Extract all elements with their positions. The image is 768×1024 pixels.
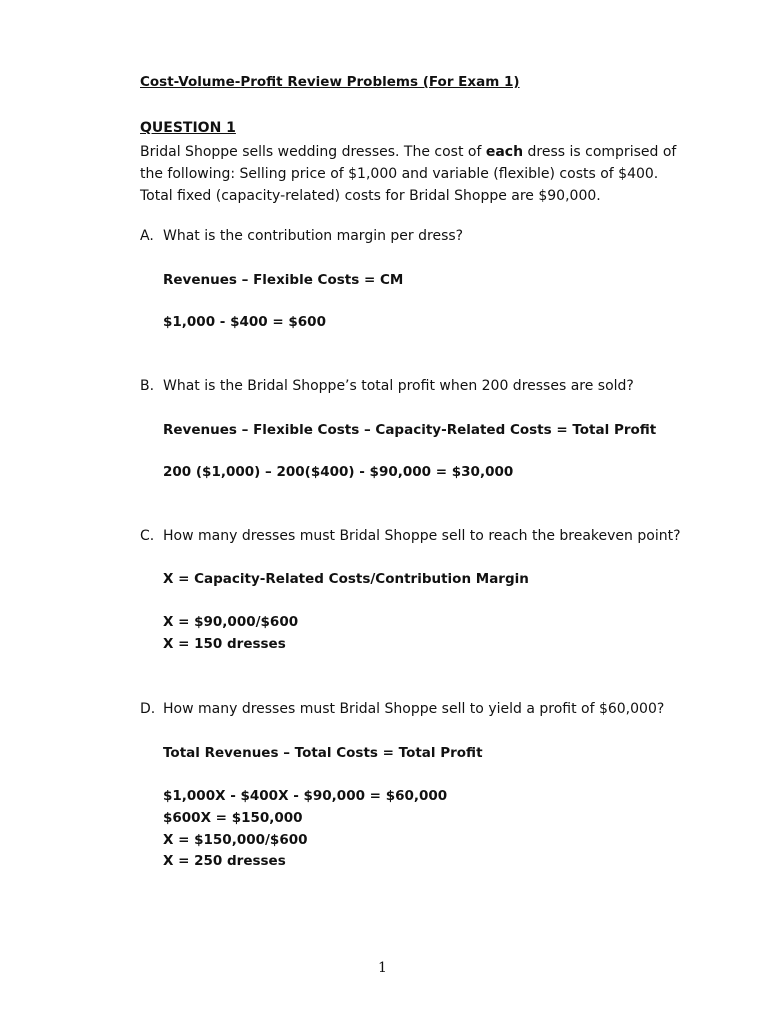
question-c-letter: C. (140, 528, 155, 544)
question-c-text: How many dresses must Bridal Shoppe sell to reach the breakeven point? (163, 528, 681, 544)
intro-line-1 (140, 141, 700, 163)
question-c-answer-2: X = $90,000/$600 (163, 614, 299, 630)
document-title: Cost-Volume-Profit Review Problems (For Exam 1) (140, 74, 520, 90)
intro-line-1-start: Bridal Shoppe sells wedding dresses. The cost of (140, 144, 486, 160)
intro-line-3: Total fixed (capacity-related) costs for Bridal Shoppe are $90,000. (140, 188, 601, 204)
intro-line-1-end: dress is comprised of (523, 144, 677, 160)
question-d-answer-2: $1,000X - $400X - $90,000 = $60,000 (163, 788, 448, 804)
question-b (140, 378, 634, 394)
question-a (140, 228, 463, 244)
question-d-answer-3: $600X = $150,000 (163, 810, 303, 826)
question-b-answer-2: 200 ($1,000) – 200($400) - $90,000 = $30,000 (163, 464, 514, 480)
question-a-answer-1: Revenues – Flexible Costs = CM (163, 272, 404, 288)
page-number: 1 (378, 960, 387, 976)
question-b-answer-1: Revenues – Flexible Costs – Capacity-Related Costs = Total Profit (163, 422, 657, 438)
question-intro (140, 141, 700, 207)
question-d-answer-5: X = 250 dresses (163, 853, 286, 869)
question-heading: QUESTION 1 (140, 120, 236, 136)
question-a-text: What is the contribution margin per dress? (163, 228, 464, 244)
question-d-answer-4: X = $150,000/$600 (163, 832, 308, 848)
question-d-answer-1: Total Revenues – Total Costs = Total Profit (163, 745, 483, 761)
question-c-answer-3: X = 150 dresses (163, 636, 286, 652)
intro-line-2: the following: Selling price of $1,000 and variable (flexible) costs of $400. (140, 166, 659, 182)
question-d-letter: D. (140, 701, 156, 717)
question-b-text: What is the Bridal Shoppe’s total profit when 200 dresses are sold? (163, 378, 634, 394)
question-a-answer-2: $1,000 - $400 = $600 (163, 314, 326, 330)
question-b-letter: B. (140, 378, 155, 394)
question-d (140, 701, 664, 717)
question-d-text: How many dresses must Bridal Shoppe sell to yield a profit of $60,000? (163, 701, 665, 717)
question-a-letter: A. (140, 228, 154, 244)
intro-emphasis: each (485, 144, 524, 160)
question-c (140, 528, 681, 544)
question-c-answer-1: X = Capacity-Related Costs/Contribution Margin (163, 571, 529, 587)
